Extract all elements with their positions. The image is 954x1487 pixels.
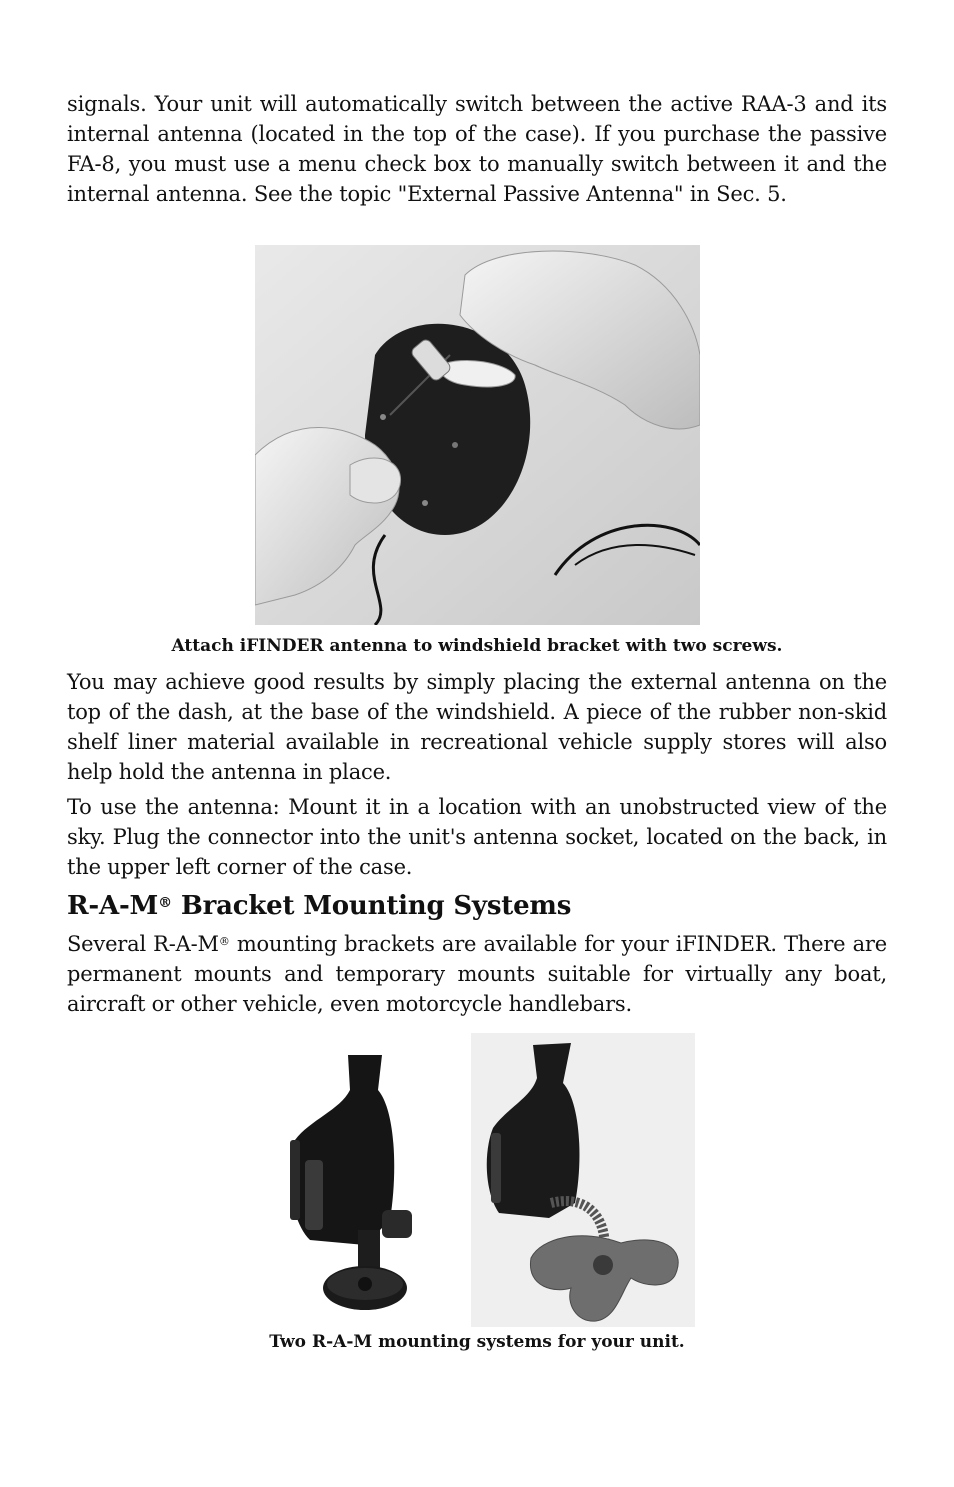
registered-mark: ® <box>158 895 172 911</box>
paragraph-use-antenna: To use the antenna: Mount it in a location with an unobstructed view of the sky. Plug the connector into the unit's antenna socket, located on the back, in the upper left corner of the case. <box>67 795 887 879</box>
registered-mark-inline: ® <box>218 935 230 948</box>
mount-photos-caption: Two R-A-M mounting systems for your unit. <box>269 1332 685 1352</box>
ram-text-after: mounting brackets are available for your iFINDER. There are permanent mounts and temporary mounts suitable for virtually any boat, aircraft or other vehicle, even motorcycle handlebars. <box>67 932 887 1016</box>
ram-text-before: Several R-A-M <box>67 932 219 956</box>
ram-mount-round-base-photo <box>270 1050 445 1320</box>
paragraph-antenna-switch: signals. Your unit will automatically switch between the active RAA-3 and its internal antenna (located in the top of the case). If you purchase the passive FA-8, you must use a menu check box to manually switch between it and the internal antenna. See the topic "External Passive Antenna" in Sec. 5. <box>67 92 887 206</box>
heading-suffix: Bracket Mounting Systems <box>171 891 572 921</box>
paragraph-dash-placement: You may achieve good results by simply placing the external antenna on the top of the dash, at the base of the windshield. A piece of the rubber non-skid shelf liner material available in recreational vehicle supply stores will also help hold the antenna in place. <box>67 670 887 784</box>
paragraph-ram-brackets <box>67 929 887 1019</box>
heading-prefix: R-A-M <box>67 891 159 921</box>
ram-mount-flex-arm-photo <box>471 1033 695 1327</box>
antenna-photo-caption: Attach iFINDER antenna to windshield bracket with two screws. <box>171 636 783 656</box>
section-heading <box>67 888 571 924</box>
antenna-bracket-photo <box>255 245 700 625</box>
